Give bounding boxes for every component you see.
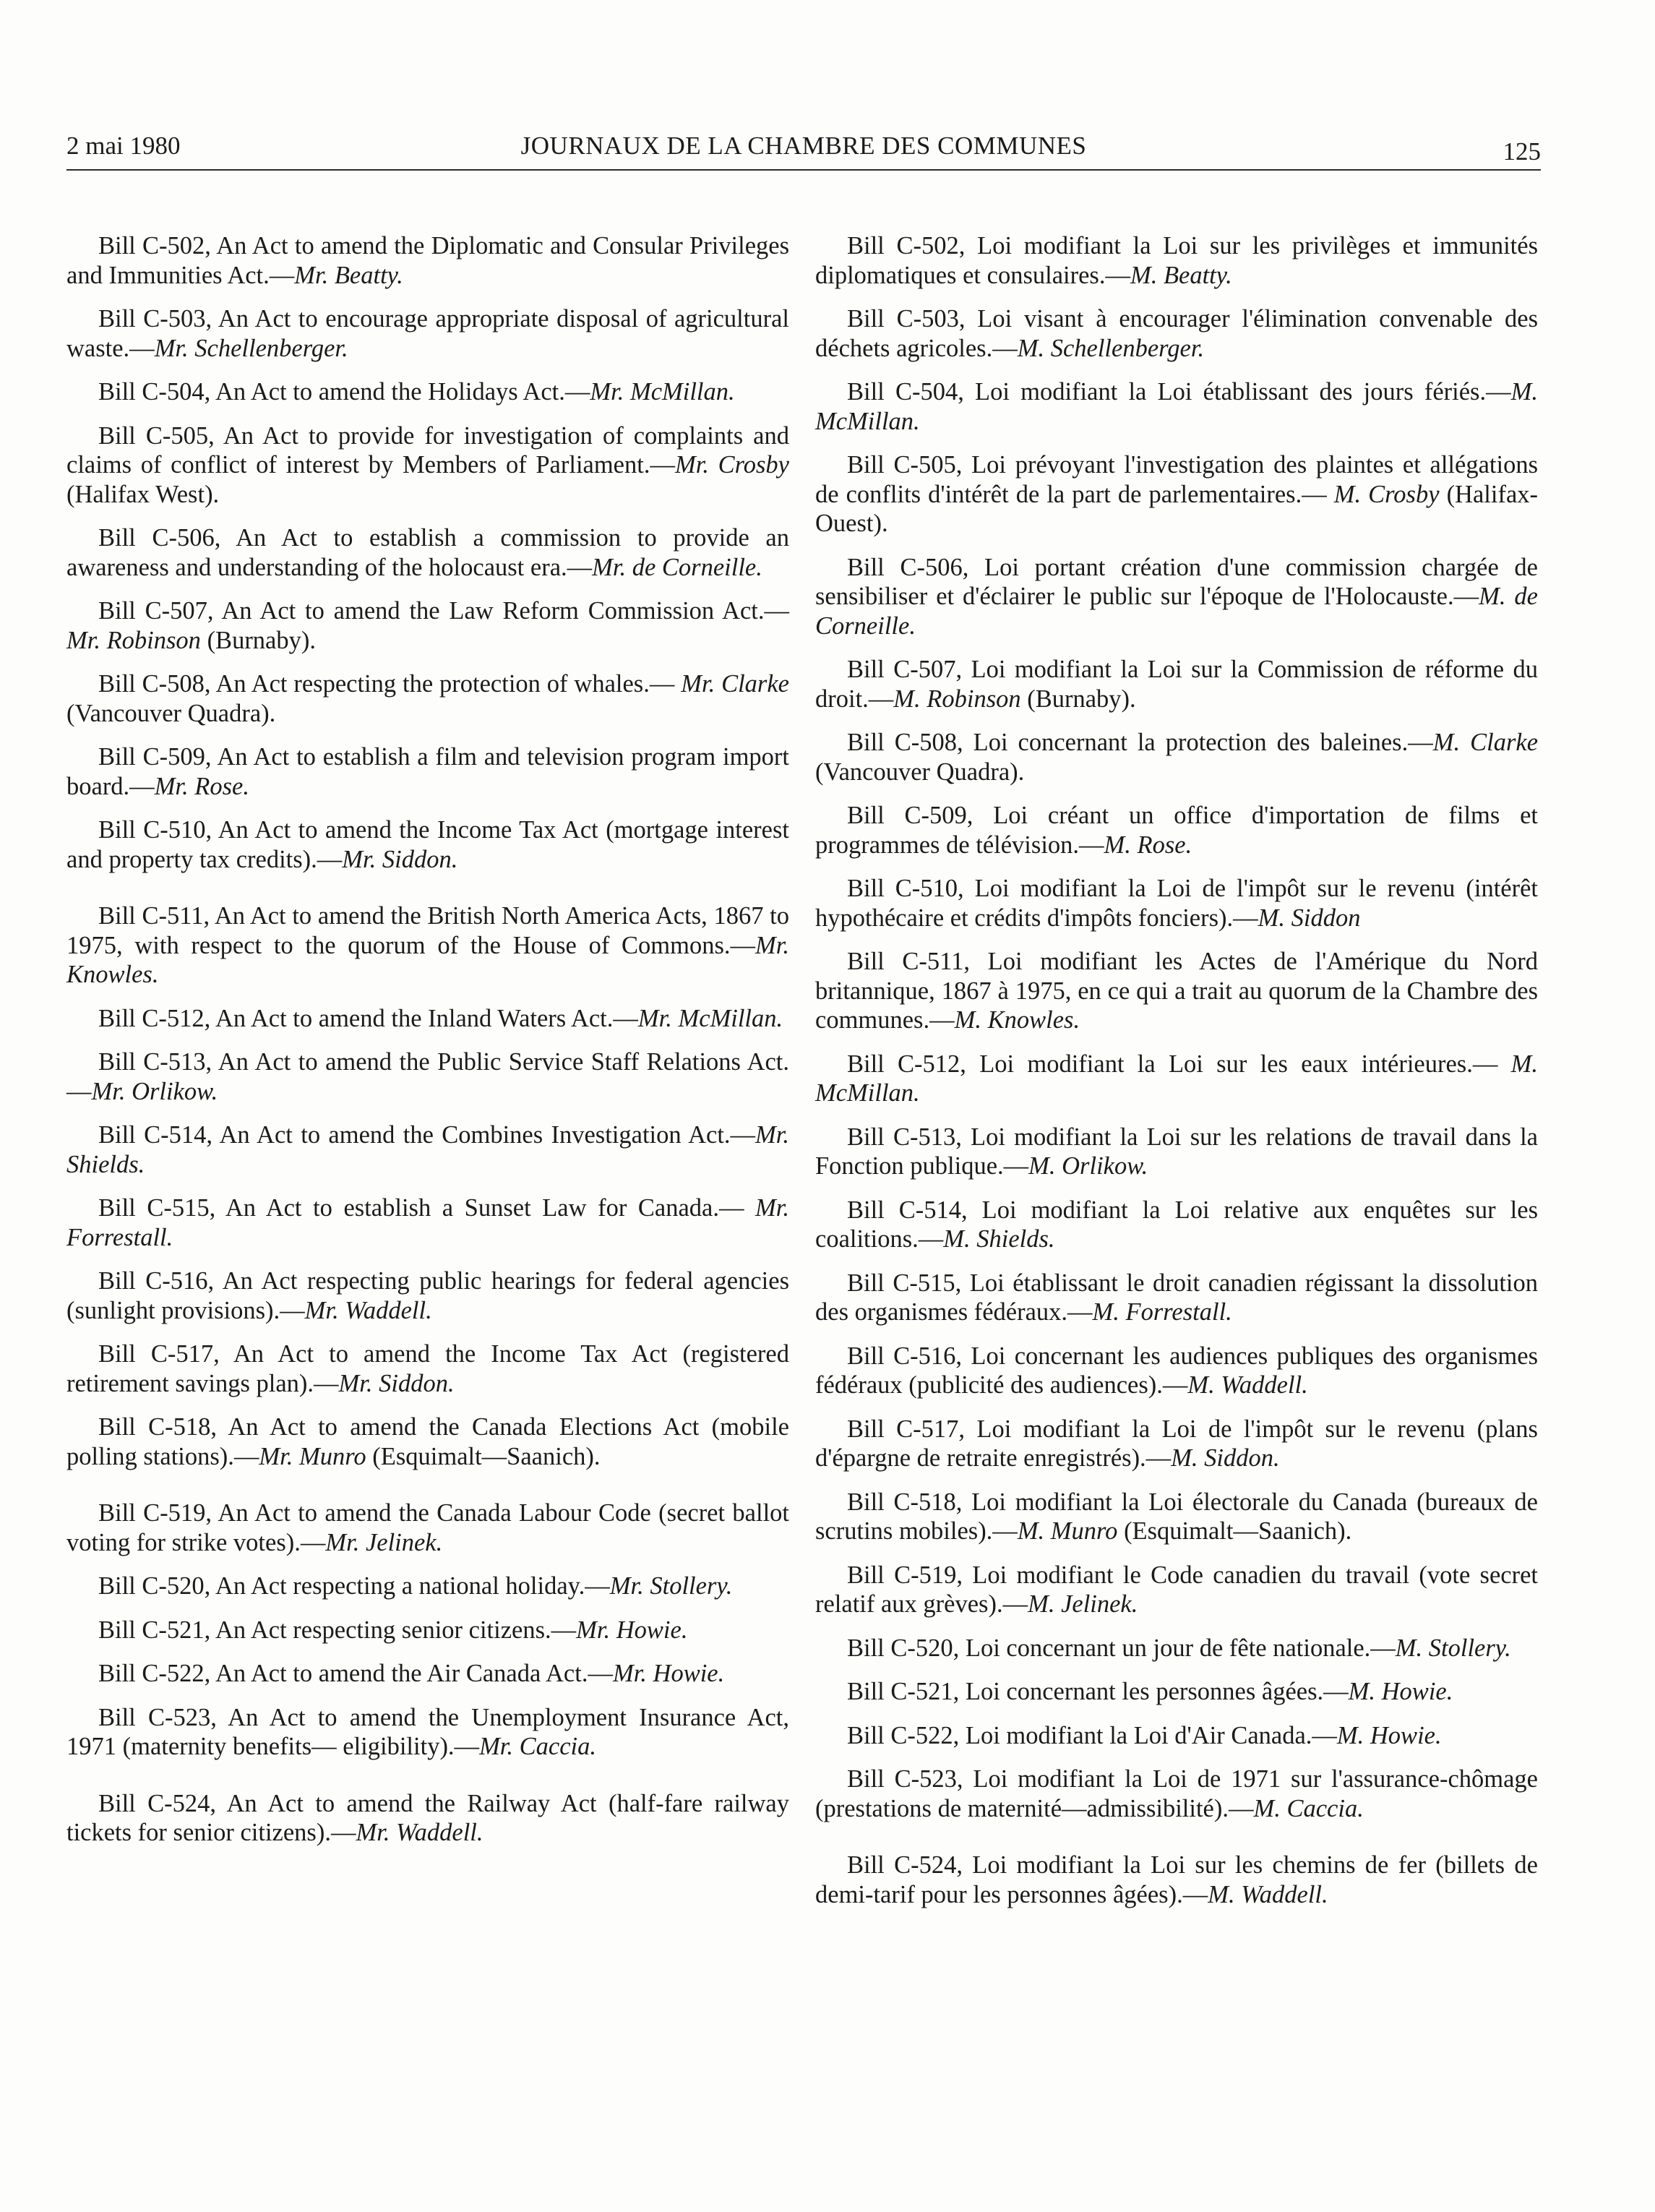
bill-mover: M. Beatty. — [1130, 261, 1232, 289]
bill-title: Bill C-502, Loi modifiant la Loi sur les privilèges et immunités diplomatiques et consulaires.— — [815, 232, 1538, 289]
bill-entry — [815, 728, 1538, 786]
bill-entry — [66, 1193, 789, 1252]
bill-mover: Mr. Waddell. — [304, 1296, 432, 1324]
bill-entry — [815, 874, 1538, 933]
bill-entry — [66, 596, 789, 655]
bill-title: Bill C-510, An Act to amend the Income Tax Act (mortgage interest and property tax credits).— — [66, 816, 789, 873]
bill-title: Bill C-515, Loi établissant le droit canadien régissant la dissolution des organismes fédéraux.— — [815, 1269, 1538, 1326]
bill-mover: Mr. Shields. — [66, 1121, 789, 1178]
bill-entry — [66, 1004, 789, 1034]
bill-mover: M. Jelinek. — [1028, 1590, 1138, 1618]
bill-title: Bill C-521, An Act respecting senior citizens.— — [98, 1616, 577, 1644]
bill-title: Bill C-514, An Act to amend the Combines Investigation Act.— — [98, 1121, 756, 1149]
bill-entry — [66, 669, 789, 728]
bill-title: Bill C-516, Loi concernant les audiences publiques des organismes fédéraux (publicité des audiences).— — [815, 1342, 1538, 1399]
bill-mover: Mr. de Corneille. — [592, 553, 762, 581]
bill-title: Bill C-504, An Act to amend the Holidays Act.— — [98, 378, 590, 406]
bill-title: Bill C-507, An Act to amend the Law Reform Commission Act.— — [98, 597, 789, 625]
bill-mover: Mr. Robinson — [66, 626, 201, 654]
bill-title: Bill C-524, Loi modifiant la Loi sur les chemins de fer (billets de demi-tarif pour les personnes âgées).— — [815, 1851, 1538, 1908]
bill-entry — [815, 1765, 1538, 1823]
bill-title: Bill C-523, Loi modifiant la Loi de 1971 sur l'assurance-chômage (prestations de maternité—admissibilité).— — [815, 1765, 1538, 1822]
bill-riding: (Halifax-Ouest). — [815, 480, 1538, 537]
bill-title: Bill C-515, An Act to establish a Sunset Law for Canada.— — [98, 1194, 756, 1222]
bill-riding: (Vancouver Quadra). — [66, 699, 276, 727]
bill-title: Bill C-508, Loi concernant la protection des baleines.— — [847, 729, 1433, 756]
bill-mover: M. Orlikow. — [1028, 1152, 1148, 1180]
bill-title: Bill C-506, Loi portant création d'une commission chargée de sensibiliser et d'éclairer le public sur l'époque de l'Holocauste.— — [815, 553, 1538, 610]
bill-entry — [66, 377, 789, 407]
bill-entry — [66, 1266, 789, 1325]
bill-mover: M. Siddon — [1258, 904, 1361, 932]
bill-mover: M. Waddell. — [1187, 1371, 1308, 1399]
bill-title: Bill C-512, An Act to amend the Inland Waters Act.— — [98, 1004, 638, 1032]
bill-title: Bill C-502, An Act to amend the Diplomatic and Consular Privileges and Immunities Act.— — [66, 232, 789, 289]
bill-mover: M. de Corneille. — [815, 583, 1538, 640]
bill-mover: M. Shields. — [943, 1225, 1055, 1253]
bill-riding: (Vancouver Quadra). — [815, 758, 1025, 786]
bill-entry — [815, 1342, 1538, 1400]
bill-entry — [815, 553, 1538, 641]
bill-entry — [66, 1572, 789, 1601]
bill-mover: Mr. Siddon. — [338, 1369, 455, 1397]
bill-entry — [66, 901, 789, 990]
bill-title: Bill C-519, Loi modifiant le Code canadien du travail (vote secret relatif aux grèves).— — [815, 1561, 1538, 1618]
bill-title: Bill C-520, Loi concernant un jour de fête nationale.— — [847, 1634, 1396, 1662]
page-header — [66, 126, 1541, 171]
bill-entry — [815, 1123, 1538, 1181]
bill-mover: M. Stollery. — [1395, 1634, 1511, 1662]
bill-mover: Mr. Forrestall. — [66, 1194, 789, 1251]
bill-mover: Mr. Schellenberger. — [154, 334, 348, 362]
bill-entry — [66, 1339, 789, 1398]
bill-title: Bill C-511, Loi modifiant les Actes de l'Amérique du Nord britannique, 1867 à 1975, en ce qui a trait au quorum de la Chambre des communes.— — [815, 948, 1538, 1034]
bill-mover: M. Schellenberger. — [1017, 334, 1205, 362]
bill-title: Bill C-512, Loi modifiant la Loi sur les eaux intérieures.— — [847, 1050, 1511, 1078]
bill-title: Bill C-513, An Act to amend the Public Service Staff Relations Act.— — [66, 1048, 789, 1105]
bill-title: Bill C-516, An Act respecting public hearings for federal agencies (sunlight provisions).— — [66, 1267, 789, 1324]
bill-entry — [815, 1196, 1538, 1254]
bill-mover: M. Howie. — [1336, 1721, 1442, 1749]
bill-entry — [815, 231, 1538, 290]
bill-entry — [66, 304, 789, 363]
bill-riding: (Burnaby). — [1020, 685, 1136, 713]
bill-title: Bill C-522, An Act to amend the Air Canada Act.— — [98, 1660, 613, 1687]
bill-entry — [66, 1659, 789, 1689]
bill-title: Bill C-517, Loi modifiant la Loi de l'impôt sur le revenu (plans d'épargne de retraite enregistrés).— — [815, 1415, 1538, 1472]
bill-mover: Mr. Munro — [259, 1442, 366, 1470]
bill-title: Bill C-519, An Act to amend the Canada Labour Code (secret ballot voting for strike votes).— — [66, 1499, 789, 1556]
bill-entry — [815, 655, 1538, 713]
bill-title: Bill C-510, Loi modifiant la Loi de l'impôt sur le revenu (intérêt hypothécaire et crédits d'impôts fonciers).— — [815, 875, 1538, 932]
bill-mover: M. Waddell. — [1208, 1880, 1328, 1908]
bill-title: Bill C-505, An Act to provide for investigation of complaints and claims of conflict of interest by Members of Parliament.— — [66, 421, 789, 479]
bill-mover: Mr. Caccia. — [479, 1733, 597, 1760]
bill-mover: Mr. Rose. — [154, 772, 249, 800]
bill-entry — [66, 1499, 789, 1557]
bill-mover: M. Knowles. — [954, 1006, 1080, 1034]
bill-mover: M. Robinson — [893, 685, 1021, 713]
bill-title: Bill C-505, Loi prévoyant l'investigation des plaintes et allégations de conflits d'intérêt de la part de parlementaires.— — [815, 451, 1538, 508]
bill-mover: M. Clarke — [1432, 729, 1539, 756]
bill-riding: (Esquimalt—Saanich). — [1117, 1517, 1352, 1545]
bill-entry — [66, 1789, 789, 1848]
english-column — [66, 231, 789, 1862]
bill-title: Bill C-503, An Act to encourage appropriate disposal of agricultural waste.— — [66, 305, 789, 362]
bill-entry — [815, 1050, 1538, 1108]
bill-mover: Mr. Clarke — [681, 670, 789, 698]
bill-riding: (Esquimalt—Saanich). — [366, 1442, 601, 1470]
bill-mover: M. Munro — [1017, 1517, 1118, 1545]
bill-entry — [66, 421, 789, 510]
bill-entry — [815, 947, 1538, 1035]
bill-mover: M. Caccia. — [1253, 1794, 1364, 1822]
bill-entry — [815, 377, 1538, 436]
bill-riding: (Burnaby). — [200, 626, 316, 654]
bill-entry — [815, 1721, 1538, 1751]
bill-entry — [815, 450, 1538, 539]
bill-mover: Mr. Jelinek. — [325, 1528, 443, 1556]
bill-mover: Mr. Howie. — [612, 1660, 725, 1687]
bill-entry — [815, 304, 1538, 363]
bill-title: Bill C-520, An Act respecting a national holiday.— — [98, 1572, 610, 1600]
bill-mover: Mr. Crosby — [674, 451, 789, 479]
bill-mover: Mr. Siddon. — [342, 845, 458, 873]
bill-entry — [815, 1415, 1538, 1473]
bill-entry — [66, 815, 789, 874]
bill-entry — [66, 231, 789, 290]
bill-title: Bill C-518, An Act to amend the Canada Elections Act (mobile polling stations).— — [66, 1413, 789, 1470]
bill-entry — [66, 1412, 789, 1471]
bill-title: Bill C-504, Loi modifiant la Loi établissant des jours fériés.— — [847, 378, 1511, 406]
bill-title: Bill C-521, Loi concernant les personnes âgées.— — [847, 1678, 1349, 1705]
bill-mover: Mr. Howie. — [576, 1616, 688, 1644]
bill-title: Bill C-503, Loi visant à encourager l'élimination convenable des déchets agricoles.— — [815, 305, 1538, 362]
bill-entry — [815, 1634, 1538, 1663]
header-date: 2 mai 1980 — [66, 132, 181, 160]
bill-entry — [815, 1488, 1538, 1546]
bill-entry — [815, 1269, 1538, 1327]
bill-entry — [66, 523, 789, 582]
bill-mover: M. Siddon. — [1171, 1444, 1280, 1472]
bill-title: Bill C-514, Loi modifiant la Loi relative aux enquêtes sur les coalitions.— — [815, 1196, 1538, 1253]
bill-mover: M. Forrestall. — [1092, 1298, 1232, 1326]
bill-mover: Mr. Waddell. — [356, 1819, 483, 1846]
bill-entry — [66, 1703, 789, 1762]
bill-title: Bill C-509, An Act to establish a film and television program import board.— — [66, 743, 789, 800]
bill-mover: Mr. Orlikow. — [91, 1077, 218, 1105]
header-title: JOURNAUX DE LA CHAMBRE DES COMMUNES — [520, 132, 1087, 160]
bill-title: Bill C-509, Loi créant un office d'importation de films et programmes de télévision.— — [815, 802, 1538, 859]
bill-title: Bill C-518, Loi modifiant la Loi électorale du Canada (bureaux de scrutins mobiles).— — [815, 1488, 1538, 1545]
bill-riding: (Halifax West). — [66, 480, 220, 508]
bill-entry — [815, 1677, 1538, 1707]
bill-title: Bill C-508, An Act respecting the protection of whales.— — [98, 670, 682, 698]
bill-mover: M. Howie. — [1348, 1678, 1453, 1705]
bill-title: Bill C-522, Loi modifiant la Loi d'Air Canada.— — [847, 1721, 1337, 1749]
bill-mover: Mr. Stollery. — [609, 1572, 733, 1600]
bill-title: Bill C-513, Loi modifiant la Loi sur les relations de travail dans la Fonction publique.— — [815, 1123, 1538, 1180]
bill-title: Bill C-511, An Act to amend the British North America Acts, 1867 to 1975, with respect to the quorum of the House of Commons.— — [66, 902, 789, 959]
bill-entry — [815, 801, 1538, 859]
bill-entry — [815, 1561, 1538, 1619]
bill-mover: M. McMillan. — [815, 378, 1538, 435]
bill-title: Bill C-524, An Act to amend the Railway Act (half-fare railway tickets for senior citizens).— — [66, 1789, 789, 1846]
bill-mover: M. Crosby — [1333, 480, 1440, 508]
bill-mover: Mr. Beatty. — [294, 261, 403, 289]
bill-title: Bill C-507, Loi modifiant la Loi sur la Commission de réforme du droit.— — [815, 656, 1538, 713]
page-number: 125 — [1503, 137, 1541, 166]
bill-mover: Mr. McMillan. — [590, 378, 735, 406]
bill-title: Bill C-517, An Act to amend the Income Tax Act (registered retirement savings plan).— — [66, 1340, 789, 1397]
bill-entry — [66, 1047, 789, 1106]
bill-entry — [66, 1616, 789, 1645]
bill-entry — [66, 742, 789, 801]
bill-entry — [66, 1120, 789, 1179]
bill-entry — [815, 1851, 1538, 1909]
bill-title: Bill C-506, An Act to establish a commission to provide an awareness and understanding of the holocaust era.— — [66, 524, 789, 581]
french-column — [815, 231, 1538, 1924]
bill-mover: Mr. Knowles. — [66, 931, 789, 988]
bill-title: Bill C-523, An Act to amend the Unemployment Insurance Act, 1971 (maternity benefits— eligibility).— — [66, 1703, 789, 1760]
bill-mover: M. McMillan. — [815, 1050, 1538, 1107]
bill-mover: Mr. McMillan. — [637, 1004, 783, 1032]
bill-mover: M. Rose. — [1104, 831, 1192, 859]
